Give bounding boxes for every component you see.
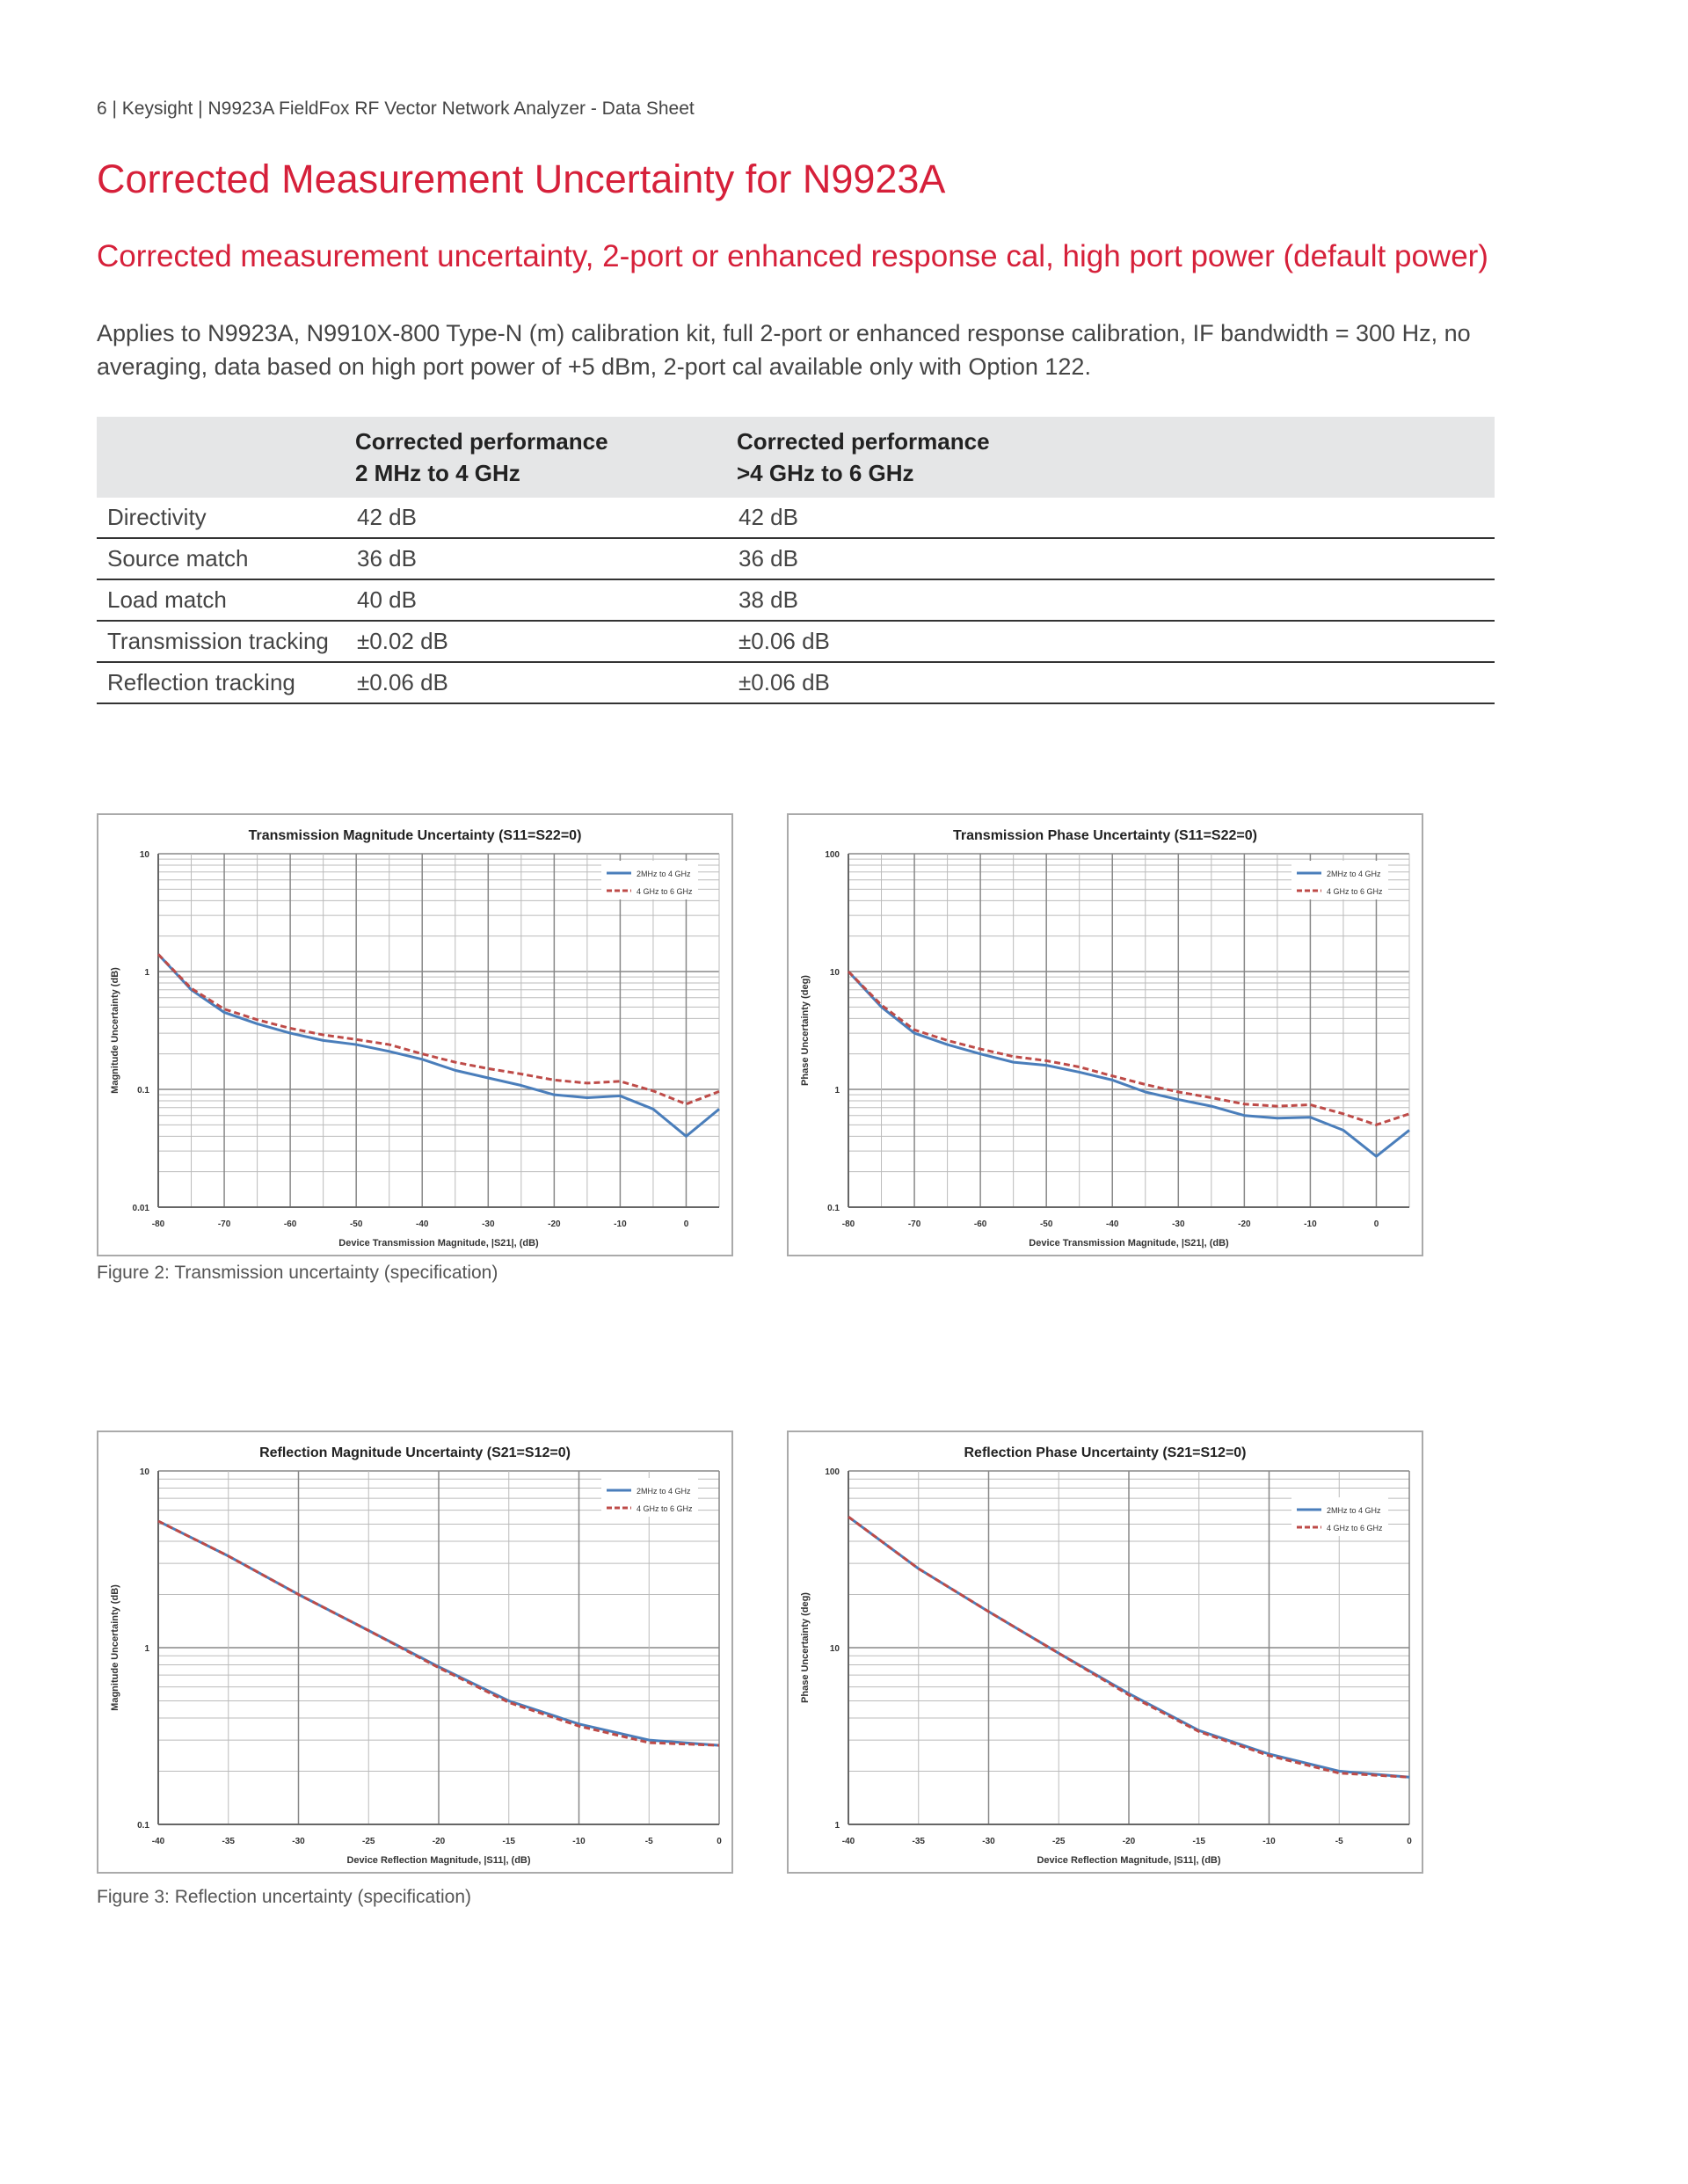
y-tick-label: 1: [144, 968, 149, 978]
performance-table: [97, 417, 1495, 704]
y-tick-label: 0.01: [132, 1204, 149, 1213]
x-tick-label: -25: [1052, 1837, 1066, 1846]
table-cell: ±0.02 dB: [346, 621, 728, 662]
x-axis-label: Device Transmission Magnitude, |S21|, (dB): [338, 1238, 539, 1249]
y-axis-label: Magnitude Uncertainty (dB): [110, 967, 120, 1094]
y-tick-label: 0.1: [137, 1086, 149, 1096]
table-cell: 42 dB: [728, 498, 1495, 538]
x-tick-label: -35: [222, 1837, 235, 1846]
x-axis-label: Device Reflection Magnitude, |S11|, (dB): [346, 1855, 531, 1866]
x-tick-label: -50: [1039, 1219, 1053, 1229]
y-tick-label: 0.1: [827, 1204, 840, 1213]
table-header: Corrected performance 2 MHz to 4 GHz: [346, 417, 728, 498]
x-tick-label: -20: [432, 1837, 446, 1846]
x-tick-label: -80: [151, 1219, 165, 1229]
table-cell: ±0.06 dB: [728, 621, 1495, 662]
x-tick-label: -70: [217, 1219, 231, 1229]
table-cell: 40 dB: [346, 579, 728, 621]
y-tick-label: 10: [829, 1644, 840, 1654]
y-axis-label: Phase Uncertainty (deg): [800, 975, 811, 1086]
chart-title: Transmission Phase Uncertainty (S11=S22=0): [953, 828, 1257, 843]
x-tick-label: -20: [1122, 1837, 1136, 1846]
chart-title: Reflection Magnitude Uncertainty (S21=S12=0): [259, 1445, 571, 1460]
series-line-2: [848, 972, 1409, 1125]
table-header: Corrected performance >4 GHz to 6 GHz: [728, 417, 1495, 498]
legend-label: 2MHz to 4 GHz: [1327, 870, 1381, 878]
legend-label: 2MHz to 4 GHz: [1327, 1506, 1381, 1515]
x-tick-label: -25: [362, 1837, 375, 1846]
x-tick-label: -15: [502, 1837, 515, 1846]
y-tick-label: 1: [834, 1821, 840, 1831]
x-axis-label: Device Reflection Magnitude, |S11|, (dB): [1037, 1855, 1221, 1866]
y-axis-label: Phase Uncertainty (deg): [800, 1592, 811, 1703]
y-tick-label: 100: [825, 1467, 840, 1477]
x-tick-label: 0: [717, 1837, 722, 1846]
chart-title: Reflection Phase Uncertainty (S21=S12=0): [964, 1445, 1247, 1460]
chart-transmission-phase: [787, 813, 1423, 1256]
x-tick-label: -10: [1262, 1837, 1276, 1846]
x-tick-label: 0: [1407, 1837, 1412, 1846]
x-tick-label: -40: [841, 1837, 855, 1846]
x-tick-label: -80: [841, 1219, 855, 1229]
x-tick-label: -30: [292, 1837, 305, 1846]
x-tick-label: -40: [1106, 1219, 1119, 1229]
body-paragraph: Applies to N9923A, N9910X-800 Type-N (m) calibration kit, full 2-port or enhanced response calibration, IF bandwidth = 300 Hz, no averaging, data based on high port power of +5 dBm, 2-port cal available only with Option 122.: [97, 320, 1471, 380]
page-title: Corrected Measurement Uncertainty for N9923A: [97, 157, 946, 201]
y-axis-label: Magnitude Uncertainty (dB): [110, 1584, 120, 1711]
y-tick-label: 100: [825, 850, 840, 860]
table-cell: Directivity: [97, 498, 346, 538]
y-tick-label: 1: [144, 1644, 149, 1654]
x-tick-label: -5: [1335, 1837, 1343, 1846]
x-tick-label: -20: [548, 1219, 561, 1229]
y-tick-label: 1: [834, 1086, 840, 1096]
x-tick-label: -5: [644, 1837, 653, 1846]
legend-label: 4 GHz to 6 GHz: [1327, 887, 1383, 896]
legend-label: 2MHz to 4 GHz: [637, 1487, 691, 1496]
table-cell: 36 dB: [346, 538, 728, 579]
table-cell: Transmission tracking: [97, 621, 346, 662]
legend-label: 4 GHz to 6 GHz: [1327, 1524, 1383, 1532]
table-cell: ±0.06 dB: [346, 662, 728, 703]
figure-3-caption: Figure 3: Reflection uncertainty (specification): [97, 1887, 472, 1907]
table-row: [97, 538, 1495, 579]
running-header: 6 | Keysight | N9923A FieldFox RF Vector Network Analyzer - Data Sheet: [97, 98, 695, 119]
x-tick-label: -40: [151, 1837, 165, 1846]
figure-2-caption: Figure 2: Transmission uncertainty (specification): [97, 1263, 498, 1283]
x-tick-label: -35: [912, 1837, 925, 1846]
table-cell: ±0.06 dB: [728, 662, 1495, 703]
x-tick-label: -10: [1304, 1219, 1317, 1229]
table-cell: 38 dB: [728, 579, 1495, 621]
legend-label: 2MHz to 4 GHz: [637, 870, 691, 878]
table-row: [97, 621, 1495, 662]
section-subtitle: Corrected measurement uncertainty, 2-port or enhanced response cal, high port power (default power): [97, 239, 1488, 273]
table-cell: 42 dB: [346, 498, 728, 538]
x-tick-label: -40: [416, 1219, 429, 1229]
x-tick-label: -60: [283, 1219, 297, 1229]
table-row: [97, 662, 1495, 703]
x-tick-label: 0: [683, 1219, 689, 1229]
x-tick-label: -10: [572, 1837, 586, 1846]
legend-label: 4 GHz to 6 GHz: [637, 1504, 693, 1513]
x-tick-label: -10: [614, 1219, 627, 1229]
x-tick-label: 0: [1373, 1219, 1379, 1229]
chart-reflection-phase: [787, 1431, 1423, 1874]
chart-reflection-magnitude: [97, 1431, 733, 1874]
table-cell: Reflection tracking: [97, 662, 346, 703]
y-tick-label: 10: [829, 968, 840, 978]
table-row: [97, 498, 1495, 538]
x-tick-label: -70: [907, 1219, 921, 1229]
x-tick-label: -50: [349, 1219, 363, 1229]
x-axis-label: Device Transmission Magnitude, |S21|, (dB): [1029, 1238, 1229, 1249]
table-cell: Source match: [97, 538, 346, 579]
table-cell: 36 dB: [728, 538, 1495, 579]
table-row: [97, 579, 1495, 621]
table-header: [97, 417, 346, 498]
y-tick-label: 10: [139, 850, 149, 860]
chart-title: Transmission Magnitude Uncertainty (S11=S22=0): [248, 828, 582, 843]
y-tick-label: 10: [139, 1467, 149, 1477]
x-tick-label: -60: [973, 1219, 987, 1229]
series-line-1: [158, 954, 719, 1136]
x-tick-label: -20: [1238, 1219, 1251, 1229]
y-tick-label: 0.1: [137, 1821, 149, 1831]
x-tick-label: -30: [982, 1837, 995, 1846]
x-tick-label: -30: [482, 1219, 495, 1229]
x-tick-label: -15: [1192, 1837, 1205, 1846]
series-line-1: [848, 972, 1409, 1156]
x-tick-label: -30: [1172, 1219, 1185, 1229]
table-cell: Load match: [97, 579, 346, 621]
legend-label: 4 GHz to 6 GHz: [637, 887, 693, 896]
chart-transmission-magnitude: [97, 813, 733, 1256]
